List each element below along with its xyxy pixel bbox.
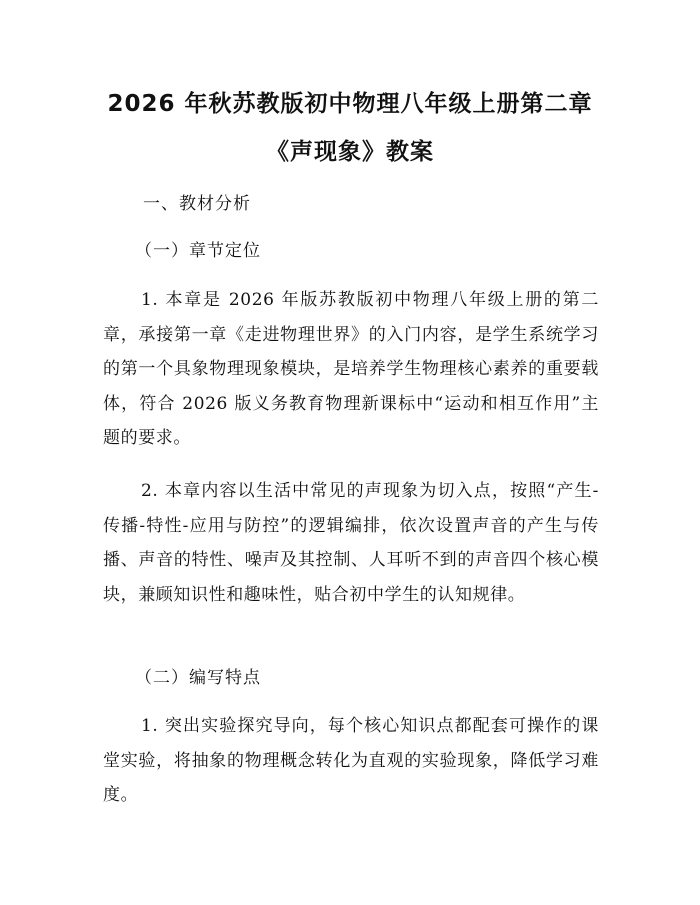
paragraph-writing-features-1: 1. 突出实验探究导向，每个核心知识点都配套可操作的课堂实验，将抽象的物理概念转化为直观的实验现象，降低学习难度。 xyxy=(103,716,599,805)
paragraph-chapter-position-2: 2. 本章内容以生活中常见的声现象为切入点，按照“产生-传播-特性-应用与防控”的逻辑编排，依次设置声音的产生与传播、声音的特性、噪声及其控制、人耳听不到的声音四个核心模块，兼顾知识性和趣味性，贴合初中学生的认知规律。 xyxy=(103,481,599,605)
document-title-line-2: 《声现象》教案 xyxy=(266,139,434,165)
subsection-heading-chapter-position: （一）章节定位 xyxy=(135,241,261,261)
document-title-line-1: 2026 年秋苏教版初中物理八年级上册第二章 xyxy=(107,91,593,117)
section-heading-textbook-analysis: 一、教材分析 xyxy=(143,194,251,214)
subsection-heading-writing-features: （二）编写特点 xyxy=(135,668,261,688)
paragraph-chapter-position-1: 1. 本章是 2026 年版苏教版初中物理八年级上册的第二章，承接第一章《走进物理世界》的入门内容，是学生系统学习的第一个具象物理现象模块，是培养学生物理核心素养的重要载体，符合 2026 版义务教育物理新课标中“运动和相互作用”主题的要求。 xyxy=(103,290,599,448)
